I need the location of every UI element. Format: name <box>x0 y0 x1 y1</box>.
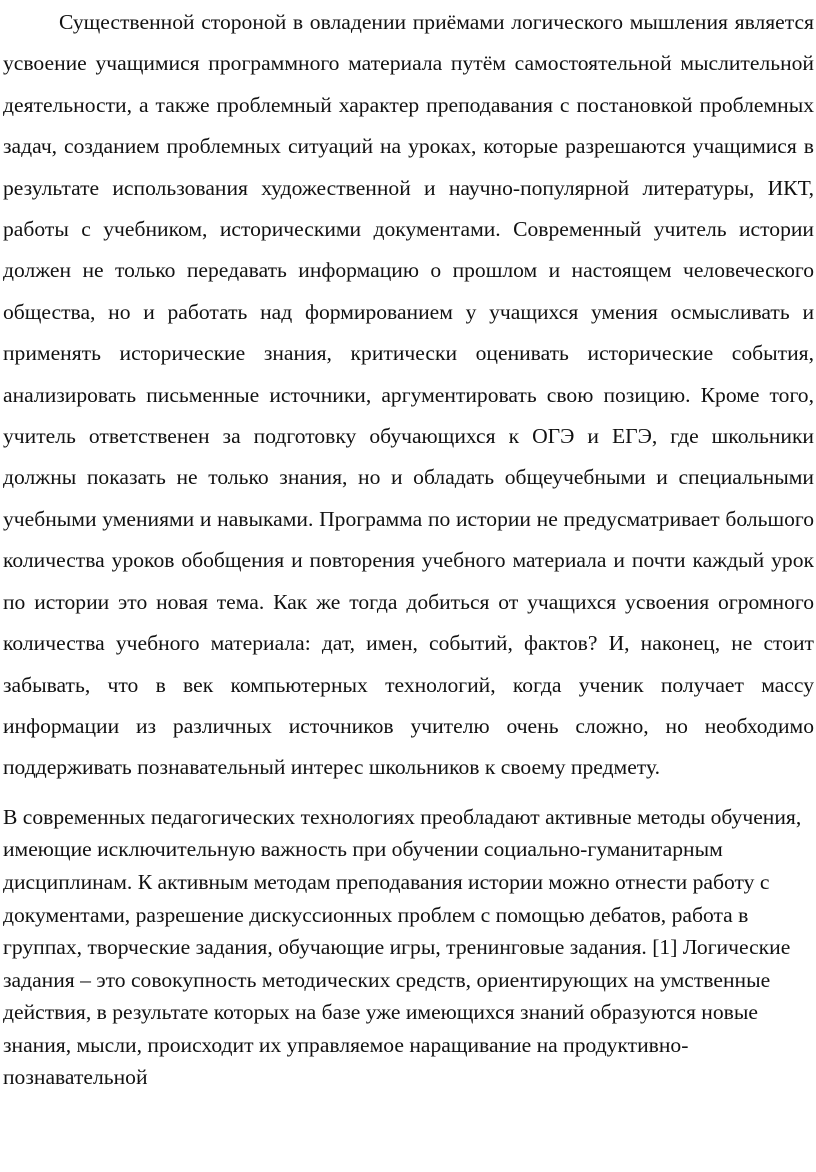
paragraph-logical-thinking: Существенной стороной в овладении приёмами логического мышления является усвоение учащимися программного материала путём самостоятельной мыслительной деятельности, а также проблемный характер преподавания с постановкой проблемных задач, созданием проблемных ситуаций на уроках, которые разрешаются учащимися в результате использования художественной и научно-популярной литературы, ИКТ, работы с учебником, историческими документами. Современный учитель истории должен не только передавать информацию о прошлом и настоящем человеческого общества, но и работать над формированием у учащихся умения осмысливать и применять исторические знания, критически оценивать исторические события, анализировать письменные источники, аргументировать свою позицию. Кроме того, учитель ответственен за подготовку обучающихся к ОГЭ и ЕГЭ, где школьники должны показать не только знания, но и обладать общеучебными и специальными учебными умениями и навыками. Программа по истории не предусматривает большого количества уроков обобщения и повторения учебного материала и почти каждый урок по истории это новая тема. Как же тогда добиться от учащихся усвоения огромного количества учебного материала: дат, имен, событий, фактов? И, наконец, не стоит забывать, что в век компьютерных технологий, когда ученик получает массу информации из различных источников учителю очень сложно, но необходимо поддерживать познавательный интерес школьников к своему предмету. <box>3 10 814 780</box>
paragraph-active-methods: В современных педагогических технологиях преобладают активные методы обучения, имеющие исключительную важность при обучении социально-гуманитарным дисциплинам. К активным методам преподавания истории можно отнести работу с документами, разрешение дискуссионных проблем с помощью дебатов, работа в группах, творческие задания, обучающие игры, тренинговые задания. [1] Логические задания – это совокупность методических средств, ориентирующих на умственные действия, в результате которых на базе уже имеющихся знаний образуются новые знания, мысли, происходит их управляемое наращивание на продуктивно-познавательной <box>3 804 802 1090</box>
